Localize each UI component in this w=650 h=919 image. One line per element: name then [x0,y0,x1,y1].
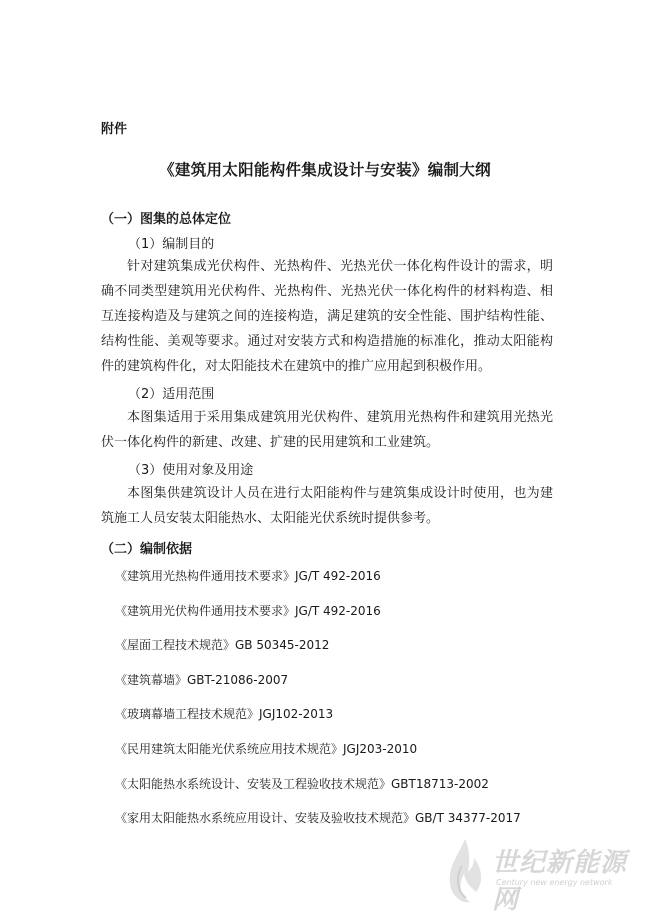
reference-item: 《屋面工程技术规范》GB 50345-2012 [115,638,330,653]
reference-list [115,567,521,844]
reference-item: 《建筑用光热构件通用技术要求》JG/T 492-2016 [115,569,381,583]
reference-item: 《玻璃幕墙工程技术规范》JGJ102-2013 [115,707,334,722]
watermark-subtitle: Century new energy network [496,878,613,887]
subheading-users: （3）使用对象及用途 [128,463,254,478]
flame-logo-icon [440,836,490,906]
document-title: 《建筑用太阳能构件集成设计与安装》编制大纲 [159,161,491,179]
paragraph-users: 本图集供建筑设计人员在进行太阳能构件与建筑集成设计时使用，也为建筑施工人员安装太阳能热水、太阳能光伏系统时提供参考。 [101,486,553,526]
reference-item: 《家用太阳能热水系统应用设计、安装及验收技术规范》GB/T 34377-2017 [115,811,521,826]
reference-item: 《太阳能热水系统设计、安装及工程验收技术规范》GBT18713-2002 [115,776,489,791]
reference-item: 《建筑用光伏构件通用技术要求》JG/T 492-2016 [115,603,381,618]
reference-item: 《建筑幕墙》GBT-21086-2007 [115,672,289,687]
watermark-name: 世纪新能源网 [492,848,628,915]
reference-item: 《民用建筑太阳能光伏系统应用技术规范》JGJ203-2010 [115,741,418,756]
section-heading-basis: （二）编制依据 [101,542,193,557]
section-heading-positioning: （一）图集的总体定位 [101,212,232,227]
annex-label: 附件 [101,122,128,137]
watermark [440,836,640,915]
subheading-scope: （2）适用范围 [128,387,215,402]
subheading-purpose: （1）编制目的 [128,237,215,252]
paragraph-scope: 本图集适用于采用集成建筑用光伏构件、建筑用光热构件和建筑用光热光伏一体化构件的新建、改建、扩建的民用建筑和工业建筑。 [101,410,553,450]
paragraph-purpose: 针对建筑集成光伏构件、光热构件、光热光伏一体化构件设计的需求，明确不同类型建筑用光伏构件、光热构件、光热光伏一体化构件的材料构造、相互连接构造及与建筑之间的连接构造，满足建筑的安全性能、围护结构性能、结构性能、美观等要求。通过对安装方式和构造措施的标准化，推动太阳能构件的建筑构件化，对太阳能技术在建筑中的推广应用起到积极作用。 [101,259,553,374]
